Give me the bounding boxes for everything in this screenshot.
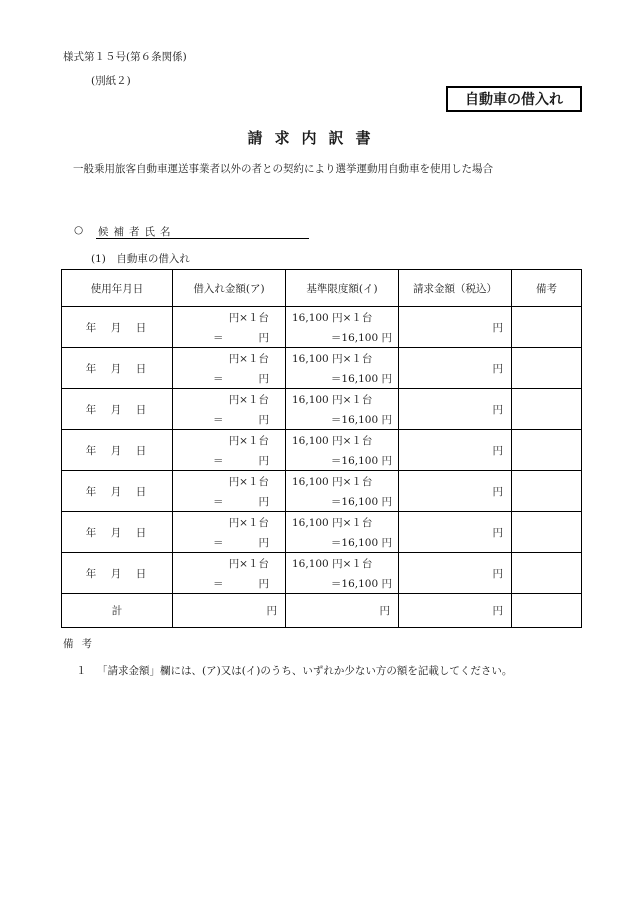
table-row bbox=[62, 553, 582, 594]
candidate-marker: ○ bbox=[74, 224, 84, 236]
total-label: 計 bbox=[62, 594, 173, 628]
rental-amount-equals: ＝ bbox=[213, 414, 224, 426]
limit-amount-total: ＝16,100 円 bbox=[330, 332, 392, 344]
use-date-cell[interactable] bbox=[62, 512, 173, 553]
use-date-text: 年 月 日 bbox=[85, 526, 149, 539]
use-date-cell[interactable] bbox=[62, 389, 173, 430]
total-limit-cell[interactable]: 円 bbox=[286, 594, 399, 628]
claim-amount-yen: 円 bbox=[492, 485, 503, 498]
claim-amount-cell[interactable] bbox=[399, 348, 512, 389]
rental-amount-cell[interactable] bbox=[173, 348, 286, 389]
remarks-title: 備考 bbox=[63, 638, 100, 650]
rental-amount-equals: ＝ bbox=[213, 373, 224, 385]
rental-amount-cell[interactable] bbox=[173, 430, 286, 471]
rental-amount-cell[interactable] bbox=[173, 389, 286, 430]
use-date-cell[interactable] bbox=[62, 471, 173, 512]
claim-amount-yen: 円 bbox=[492, 567, 503, 580]
rental-amount-unit: 円×１台 bbox=[228, 353, 269, 365]
form-number: 様式第１５号(第６条関係) bbox=[63, 51, 187, 63]
rental-amount-equals: ＝ bbox=[213, 455, 224, 467]
rental-amount-cell[interactable] bbox=[173, 512, 286, 553]
rental-amount-equals: ＝ bbox=[213, 496, 224, 508]
header-remarks: 備考 bbox=[512, 270, 582, 307]
remarks-cell[interactable] bbox=[512, 307, 582, 348]
remarks-cell[interactable] bbox=[512, 348, 582, 389]
remarks-note-text: 「請求金額」欄には、(ア)又は(イ)のうち、いずれか少ない方の額を記載してください。 bbox=[97, 665, 513, 677]
document-subtitle: 一般乗用旅客自動車運送事業者以外の者との契約により選挙運動用自動車を使用した場合 bbox=[73, 163, 493, 175]
header-claim-amount: 請求金額（税込） bbox=[399, 270, 512, 307]
use-date-text: 年 月 日 bbox=[85, 362, 149, 375]
claim-amount-cell[interactable] bbox=[399, 471, 512, 512]
limit-amount-unit: 16,100 円×１台 bbox=[292, 312, 373, 324]
rental-amount-equals: ＝ bbox=[213, 578, 224, 590]
claim-table bbox=[61, 269, 582, 628]
limit-amount-unit: 16,100 円×１台 bbox=[292, 353, 373, 365]
rental-amount-cell[interactable] bbox=[173, 553, 286, 594]
rental-amount-yen: 円 bbox=[258, 414, 269, 426]
claim-amount-yen: 円 bbox=[492, 362, 503, 375]
rental-amount-unit: 円×１台 bbox=[228, 435, 269, 447]
attachment-label: (別紙２) bbox=[91, 75, 131, 87]
limit-amount-unit: 16,100 円×１台 bbox=[292, 517, 373, 529]
rental-amount-yen: 円 bbox=[258, 455, 269, 467]
limit-amount-cell bbox=[286, 389, 399, 430]
rental-amount-yen: 円 bbox=[258, 496, 269, 508]
claim-amount-cell[interactable] bbox=[399, 430, 512, 471]
limit-amount-unit: 16,100 円×１台 bbox=[292, 558, 373, 570]
use-date-text: 年 月 日 bbox=[85, 321, 149, 334]
limit-amount-cell bbox=[286, 430, 399, 471]
rental-amount-equals: ＝ bbox=[213, 537, 224, 549]
limit-amount-total: ＝16,100 円 bbox=[330, 578, 392, 590]
header-use-date: 使用年月日 bbox=[62, 270, 173, 307]
table-row bbox=[62, 348, 582, 389]
claim-amount-cell[interactable] bbox=[399, 307, 512, 348]
rental-amount-yen: 円 bbox=[258, 537, 269, 549]
rental-amount-yen: 円 bbox=[258, 332, 269, 344]
remarks-cell[interactable] bbox=[512, 471, 582, 512]
rental-amount-unit: 円×１台 bbox=[228, 312, 269, 324]
section-title: (1) 自動車の借入れ bbox=[91, 253, 190, 265]
limit-amount-total: ＝16,100 円 bbox=[330, 455, 392, 467]
limit-amount-cell bbox=[286, 307, 399, 348]
claim-amount-cell[interactable] bbox=[399, 553, 512, 594]
limit-amount-total: ＝16,100 円 bbox=[330, 414, 392, 426]
claim-amount-cell[interactable] bbox=[399, 512, 512, 553]
table-row bbox=[62, 512, 582, 553]
candidate-name-field[interactable] bbox=[96, 238, 309, 239]
limit-amount-cell bbox=[286, 512, 399, 553]
rental-amount-unit: 円×１台 bbox=[228, 394, 269, 406]
rental-amount-cell[interactable] bbox=[173, 471, 286, 512]
rental-amount-equals: ＝ bbox=[213, 332, 224, 344]
header-limit-amount: 基準限度額(イ) bbox=[286, 270, 399, 307]
limit-amount-total: ＝16,100 円 bbox=[330, 537, 392, 549]
limit-amount-total: ＝16,100 円 bbox=[330, 496, 392, 508]
use-date-text: 年 月 日 bbox=[85, 485, 149, 498]
limit-amount-cell bbox=[286, 348, 399, 389]
limit-amount-cell bbox=[286, 471, 399, 512]
limit-amount-total: ＝16,100 円 bbox=[330, 373, 392, 385]
table-row bbox=[62, 389, 582, 430]
use-date-cell[interactable] bbox=[62, 348, 173, 389]
table-row bbox=[62, 471, 582, 512]
remarks-cell[interactable] bbox=[512, 389, 582, 430]
limit-amount-unit: 16,100 円×１台 bbox=[292, 435, 373, 447]
claim-amount-yen: 円 bbox=[492, 321, 503, 334]
claim-amount-yen: 円 bbox=[492, 403, 503, 416]
table-body bbox=[62, 307, 582, 628]
claim-amount-cell[interactable] bbox=[399, 389, 512, 430]
claim-amount-yen: 円 bbox=[492, 526, 503, 539]
total-claim-cell[interactable]: 円 bbox=[399, 594, 512, 628]
limit-amount-cell bbox=[286, 553, 399, 594]
use-date-cell[interactable] bbox=[62, 430, 173, 471]
table-header-row bbox=[62, 270, 582, 307]
use-date-text: 年 月 日 bbox=[85, 444, 149, 457]
remarks-cell[interactable] bbox=[512, 553, 582, 594]
total-remarks-cell[interactable] bbox=[512, 594, 582, 628]
remarks-cell[interactable] bbox=[512, 430, 582, 471]
total-row bbox=[62, 594, 582, 628]
remarks-cell[interactable] bbox=[512, 512, 582, 553]
total-rental-cell[interactable]: 円 bbox=[173, 594, 286, 628]
limit-amount-unit: 16,100 円×１台 bbox=[292, 394, 373, 406]
remarks-note-number: １ bbox=[76, 665, 87, 677]
use-date-text: 年 月 日 bbox=[85, 403, 149, 416]
rental-amount-unit: 円×１台 bbox=[228, 476, 269, 488]
document-title: 請求内訳書 bbox=[247, 129, 383, 147]
use-date-cell[interactable] bbox=[62, 307, 173, 348]
claim-amount-yen: 円 bbox=[492, 444, 503, 457]
rental-amount-yen: 円 bbox=[258, 373, 269, 385]
header-rental-amount: 借入れ金額(ア) bbox=[173, 270, 286, 307]
use-date-cell[interactable] bbox=[62, 553, 173, 594]
limit-amount-unit: 16,100 円×１台 bbox=[292, 476, 373, 488]
category-box: 自動車の借入れ bbox=[446, 86, 582, 112]
use-date-text: 年 月 日 bbox=[85, 567, 149, 580]
rental-amount-yen: 円 bbox=[258, 578, 269, 590]
rental-amount-unit: 円×１台 bbox=[228, 517, 269, 529]
table-row bbox=[62, 430, 582, 471]
rental-amount-unit: 円×１台 bbox=[228, 558, 269, 570]
candidate-name-label: 候補者氏名 bbox=[98, 226, 176, 238]
table-row bbox=[62, 307, 582, 348]
rental-amount-cell[interactable] bbox=[173, 307, 286, 348]
